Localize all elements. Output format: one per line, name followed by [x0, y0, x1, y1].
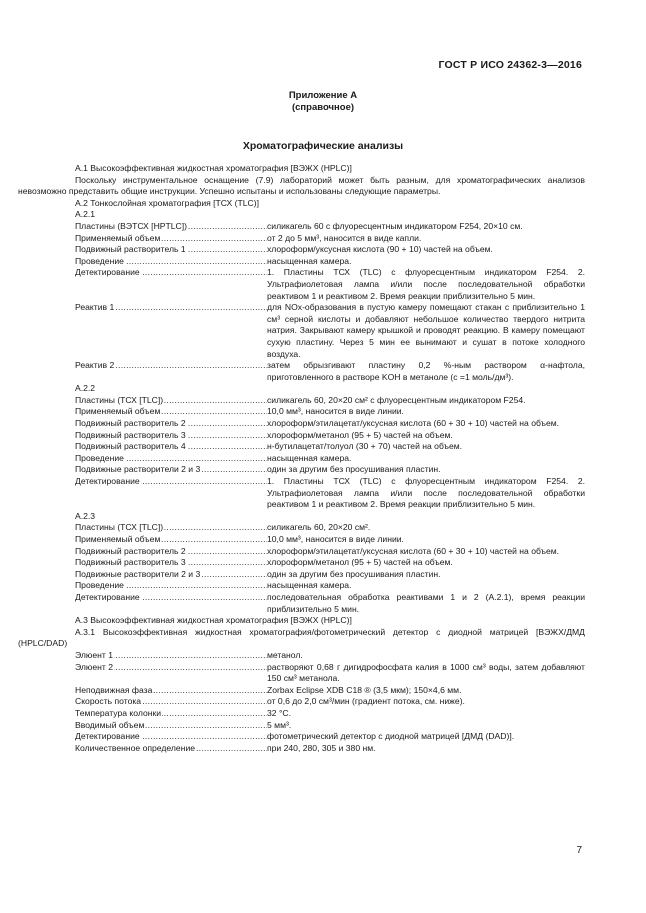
parameter-label-text: Детектирование	[75, 591, 140, 602]
parameter-row	[75, 360, 585, 383]
parameter-value: н-бутилацетат/толуол (30 + 70) частей на объем.	[267, 441, 463, 452]
parameter-row	[75, 453, 585, 465]
parameter-row	[75, 267, 585, 302]
parameter-value: растворяют 0,68 г дигидрофосфата калия в 1000 см³ воды, затем добавляют 150 см³ метанола.	[267, 661, 585, 684]
parameter-label-text: Пластины (ТСХ [TLC])	[75, 522, 164, 533]
parameter-value: при 240, 280, 305 и 380 нм.	[267, 742, 376, 753]
a22-heading: А.2.2	[75, 383, 96, 394]
parameter-value: 10,0 мм³, наносится в виде линии.	[267, 406, 404, 417]
parameter-label	[75, 441, 267, 453]
parameter-label	[75, 267, 267, 302]
parameter-label-text: Элюент 1	[75, 649, 113, 660]
annex-heading	[0, 90, 646, 114]
a31-parameter-list	[75, 650, 585, 754]
annex-subtitle: (справочное)	[291, 102, 355, 113]
parameter-row	[75, 534, 585, 546]
section-title: Хроматографические анализы	[242, 140, 404, 152]
parameter-row	[75, 569, 585, 581]
parameter-row	[75, 743, 585, 755]
parameter-label	[75, 406, 267, 418]
parameter-row	[75, 557, 585, 569]
parameter-value: 10,0 мм³, наносится в виде линии.	[267, 534, 404, 544]
parameter-label-text: Подвижный растворитель 2	[75, 418, 186, 429]
parameter-value: насыщенная камера.	[267, 452, 352, 463]
parameter-label-text: Количественное определение	[75, 742, 196, 753]
parameter-label-text: Проведение	[75, 580, 124, 591]
parameter-value: Zorbax Eclipse XDB C18 ® (3,5 мкм); 150×4,6 мм.	[267, 684, 462, 695]
a3-heading: А.3 Высокоэффективная жидкостная хроматография [ВЭЖХ (HPLC)]	[75, 615, 352, 626]
parameter-value: силикагель 60, 20×20 см² с флуоресцентным индикатором F254.	[267, 394, 526, 405]
parameter-value: 32 °С.	[267, 707, 291, 718]
a2-heading: А.2 Тонкослойная хроматография [ТСХ (TLC)]	[75, 197, 259, 208]
parameter-value: от 2 до 5 мм³, наносится в виде капли.	[267, 232, 422, 243]
parameter-value: силикагель 60, 20×20 см².	[267, 522, 371, 533]
parameter-label-text: Скорость потока	[75, 696, 142, 707]
parameter-label-text: Подвижный растворитель 3	[75, 429, 186, 440]
parameter-row	[75, 696, 585, 708]
parameter-label	[75, 395, 267, 407]
parameter-value: один за другим без просушивания пластин.	[267, 568, 441, 579]
parameter-label	[75, 233, 267, 245]
a31-paragraph: А.3.1 Высокоэффективная жидкостная хроматография/фотометрический детектор с диодной матрицей [ВЭЖХ/ДМД (HPLC/DAD)	[18, 626, 585, 649]
parameter-row	[75, 476, 585, 511]
parameter-value: метанол.	[267, 649, 303, 660]
parameter-label	[75, 708, 267, 720]
parameter-label-text: Подвижные растворители 2 и 3	[75, 568, 201, 579]
parameter-row	[75, 395, 585, 407]
page-number: 7	[576, 845, 582, 856]
parameter-row	[75, 418, 585, 430]
parameter-label	[75, 522, 267, 534]
parameter-label	[75, 546, 267, 558]
parameter-label-text: Вводимый объем	[75, 719, 145, 730]
parameter-value: 1. Пластины ТСХ (TLC) с флуоресцентным индикатором F254. 2. Ультрафиолетовая лампа и/или после последовательной обработки реактивом 1 и реактивом 2. Время реакции приблизительно 5 мин.	[267, 267, 585, 301]
parameter-row	[75, 720, 585, 732]
a22-parameter-list	[75, 395, 585, 511]
parameter-label	[75, 696, 267, 708]
parameter-label	[75, 244, 267, 256]
parameter-label	[75, 360, 267, 383]
a23-heading: А.2.3	[75, 510, 96, 521]
parameter-row	[75, 592, 585, 615]
parameter-label-text: Применяемый объем	[75, 406, 161, 417]
a1-heading: А.1 Высокоэффективная жидкостная хроматография [ВЭЖХ (HPLC)]	[75, 163, 352, 173]
parameter-label	[75, 534, 267, 546]
parameter-value: 1. Пластины ТСХ (TLC) с флуоресцентным индикатором F254. 2. Ультрафиолетовая лампа и/или после последовательной обработки реактивом 1 и реактивом 2. Время реакции приблизительно 5 мин.	[267, 476, 585, 510]
parameter-label-text: Подвижный растворитель 1	[75, 244, 186, 255]
parameter-label-text: Пластины (ВЭТСХ [HPTLC])	[75, 220, 187, 231]
parameter-row	[75, 302, 585, 360]
parameter-label-text: Подвижный растворитель 3	[75, 557, 186, 568]
parameter-label	[75, 256, 267, 268]
parameter-label-text: Применяемый объем	[75, 534, 161, 544]
parameter-row	[75, 233, 585, 245]
parameter-label-text: Детектирование	[75, 731, 140, 742]
parameter-value: для NOx-образования в пустую камеру помещают стакан с приблизительно 1 см³ серной кислоты и добавляют небольшое количество твердого нитрита натрия. Закрывают камеру крышкой и проводят реакцию. В камеру помещают сухую пластину. Через 5 мин ее вынимают и сушат в потоке холодного воздуха.	[267, 302, 585, 359]
parameter-label	[75, 221, 267, 233]
parameter-value: хлороформ/метанол (95 + 5) частей на объем.	[267, 429, 453, 440]
parameter-value: силикагель 60 с флуоресцентным индикатором F254, 20×10 см.	[267, 220, 523, 231]
parameter-label-text: Реактив 2	[75, 360, 115, 371]
parameter-label-text: Элюент 2	[75, 661, 113, 672]
parameter-row	[75, 221, 585, 233]
parameter-label-text: Пластины (ТСХ [TLC])	[75, 394, 164, 405]
parameter-label-text: Детектирование	[75, 476, 140, 487]
parameter-row	[75, 244, 585, 256]
parameter-row	[75, 256, 585, 268]
parameter-row	[75, 580, 585, 592]
parameter-label	[75, 662, 267, 685]
parameter-label	[75, 569, 267, 581]
parameter-label	[75, 580, 267, 592]
parameter-label	[75, 743, 267, 755]
parameter-value: хлороформ/этилацетат/уксусная кислота (60 + 30 + 10) частей на объем.	[267, 418, 560, 429]
parameter-label	[75, 731, 267, 743]
parameter-value: от 0,6 до 2,0 см³/мин (градиент потока, см. ниже).	[267, 696, 465, 707]
parameter-value: 5 мм³.	[267, 719, 292, 730]
document-body	[18, 163, 585, 754]
parameter-label	[75, 302, 267, 360]
parameter-label	[75, 685, 267, 697]
parameter-value: хлороформ/уксусная кислота (90 + 10) частей на объем.	[267, 244, 493, 255]
parameter-row	[75, 708, 585, 720]
parameter-row	[75, 464, 585, 476]
parameter-row	[75, 406, 585, 418]
parameter-label-text: Проведение	[75, 255, 124, 266]
parameter-label	[75, 650, 267, 662]
standard-header: ГОСТ Р ИСО 24362-3—2016	[438, 59, 582, 71]
parameter-value: последовательная обработка реактивами 1 и 2 (А.2.1), время реакции приблизительно 5 мин.	[267, 591, 585, 614]
parameter-value: хлороформ/этилацетат/уксусная кислота (60 + 30 + 10) частей на объем.	[267, 545, 560, 556]
parameter-label-text: Неподвижная фаза	[75, 684, 153, 695]
parameter-label	[75, 464, 267, 476]
parameter-label	[75, 418, 267, 430]
parameter-value: один за другим без просушивания пластин.	[267, 464, 441, 475]
a21-heading: А.2.1	[75, 209, 96, 220]
parameter-value: насыщенная камера.	[267, 255, 352, 266]
parameter-label	[75, 592, 267, 615]
parameter-row	[75, 650, 585, 662]
parameter-value: хлороформ/метанол (95 + 5) частей на объем.	[267, 557, 453, 568]
parameter-label	[75, 720, 267, 732]
parameter-row	[75, 430, 585, 442]
parameter-label-text: Применяемый объем	[75, 232, 161, 243]
parameter-label-text: Проведение	[75, 452, 124, 463]
parameter-value: фотометрический детектор с диодной матрицей [ДМД (DAD)].	[267, 731, 515, 742]
parameter-row	[75, 546, 585, 558]
parameter-label-text: Подвижные растворители 2 и 3	[75, 464, 201, 475]
parameter-row	[75, 662, 585, 685]
parameter-label-text: Детектирование	[75, 267, 140, 278]
parameter-label	[75, 430, 267, 442]
parameter-label-text: Подвижный растворитель 4	[75, 441, 186, 452]
parameter-label-text: Подвижный растворитель 2	[75, 545, 186, 556]
parameter-label-text: Температура колонки	[75, 707, 162, 718]
parameter-label-text: Реактив 1	[75, 302, 115, 313]
parameter-value: затем обрызгивают пластину 0,2 %-ным раствором α-нафтола, приготовленного в растворе KOH в метаноле (с =1 моль/дм³).	[267, 360, 585, 382]
a1-paragraph: Поскольку инструментальное оснащение (7.9) лабораторий может быть разным, для хроматографических анализов невозможно представить общие инструкции. Успешно испытаны и использованы следующие параметры.	[18, 174, 585, 197]
parameter-value: насыщенная камера.	[267, 580, 352, 591]
a21-parameter-list	[75, 221, 585, 383]
parameter-label	[75, 476, 267, 511]
parameter-row	[75, 731, 585, 743]
a23-parameter-list	[75, 522, 585, 615]
parameter-label	[75, 557, 267, 569]
annex-title: Приложение А	[288, 90, 358, 101]
parameter-row	[75, 685, 585, 697]
parameter-row	[75, 522, 585, 534]
parameter-row	[75, 441, 585, 453]
parameter-label	[75, 453, 267, 465]
